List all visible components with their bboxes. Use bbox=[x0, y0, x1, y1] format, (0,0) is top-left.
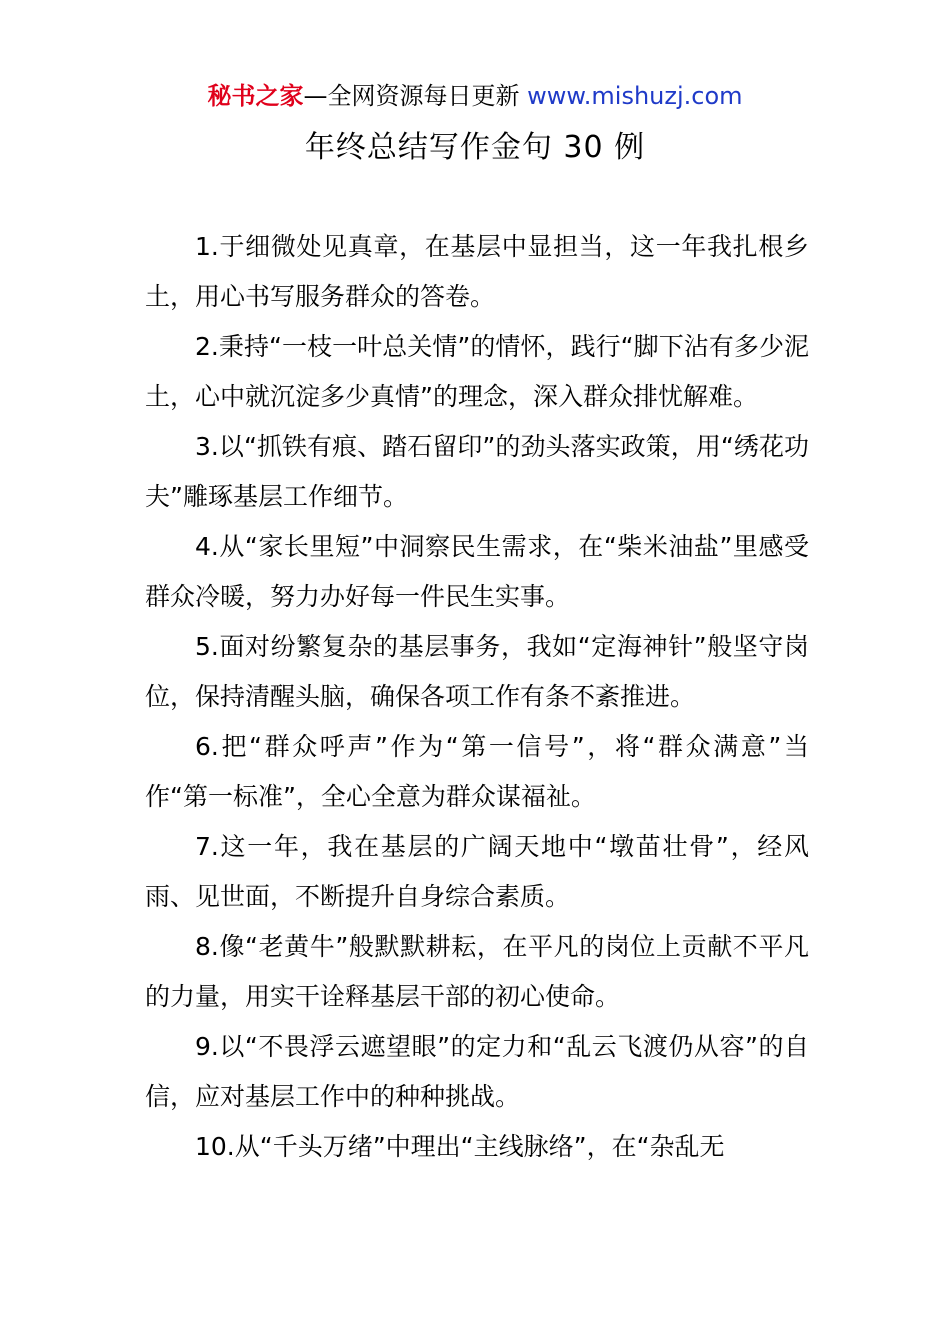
paragraph-3: 3.以“抓铁有痕、踏石留印”的劲头落实政策，用“绣花功夫”雕琢基层工作细节。 bbox=[145, 432, 809, 511]
header-tagline: —全网资源每日更新 bbox=[303, 82, 528, 110]
paragraph-6: 6.把“群众呼声”作为“第一信号”，将“群众满意”当作“第一标准”，全心全意为群众谋福祉。 bbox=[145, 732, 809, 811]
document-body bbox=[145, 222, 809, 1172]
paragraph-2: 2.秉持“一枝一叶总关情”的情怀，践行“脚下沾有多少泥土，心中就沉淀多少真情”的理念，深入群众排忧解难。 bbox=[145, 332, 809, 411]
paragraph-8: 8.像“老黄牛”般默默耕耘，在平凡的岗位上贡献不平凡的力量，用实干诠释基层干部的初心使命。 bbox=[145, 932, 809, 1011]
paragraph-1: 1.于细微处见真章，在基层中显担当，这一年我扎根乡土，用心书写服务群众的答卷。 bbox=[145, 232, 809, 311]
paragraph-9: 9.以“不畏浮云遮望眼”的定力和“乱云飞渡仍从容”的自信，应对基层工作中的种种挑战。 bbox=[145, 1032, 809, 1111]
paragraph-4: 4.从“家长里短”中洞察民生需求，在“柴米油盐”里感受群众冷暖，努力办好每一件民生实事。 bbox=[145, 532, 809, 611]
document-title: 年终总结写作金句 30 例 bbox=[304, 130, 646, 165]
site-url-link[interactable]: www.mishuzj.com bbox=[527, 82, 743, 110]
brand-name: 秘书之家 bbox=[207, 82, 304, 110]
paragraph-7: 7.这一年，我在基层的广阔天地中“墩苗壮骨”，经风雨、见世面，不断提升自身综合素质。 bbox=[145, 832, 809, 911]
site-header bbox=[0, 78, 950, 114]
paragraph-10: 10.从“千头万绪”中理出“主线脉络”，在“杂乱无 bbox=[195, 1132, 725, 1161]
paragraph-5: 5.面对纷繁复杂的基层事务，我如“定海神针”般坚守岗位，保持清醒头脑，确保各项工作有条不紊推进。 bbox=[145, 632, 809, 711]
